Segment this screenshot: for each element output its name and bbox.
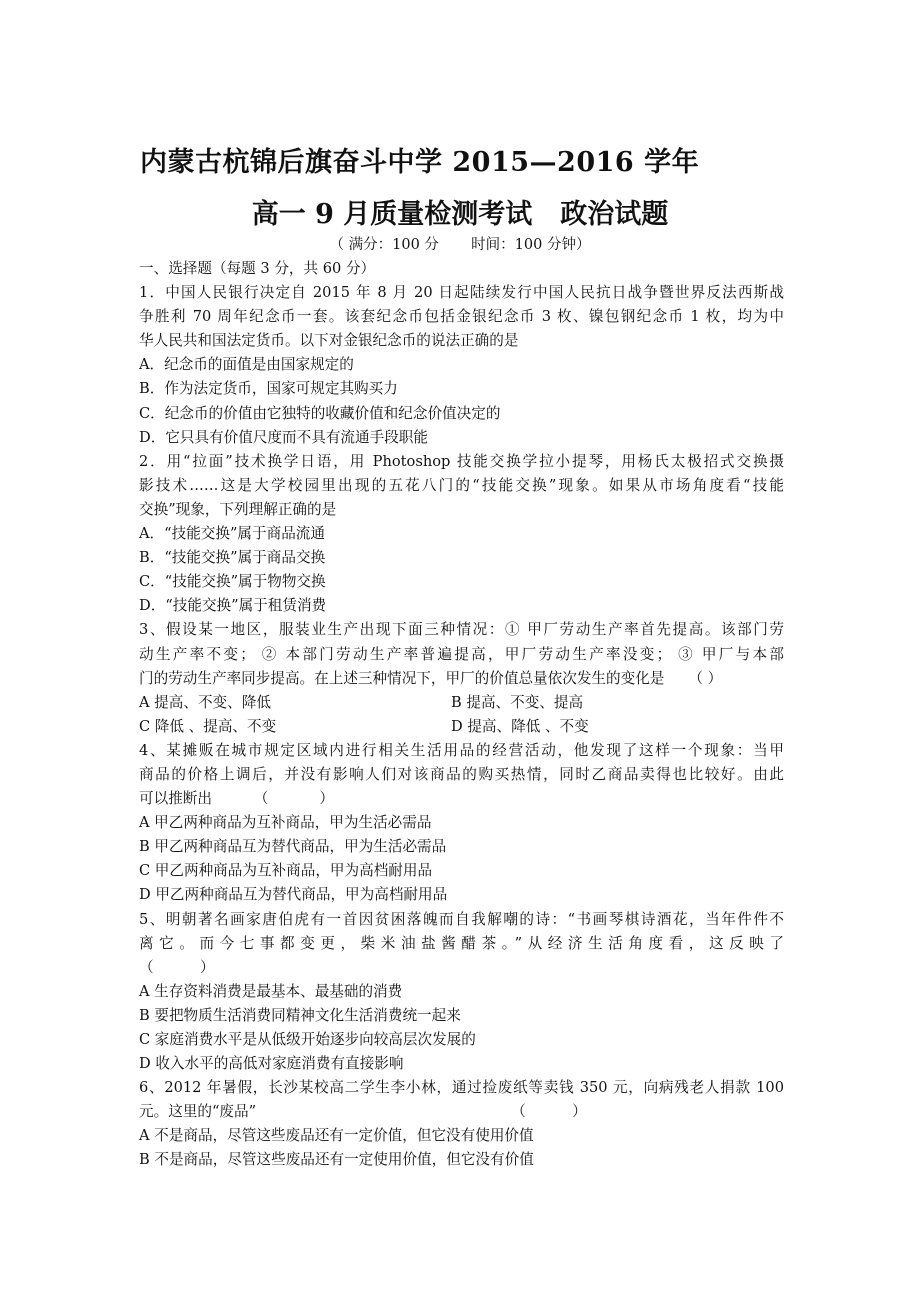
option-d: D 甲乙两种商品互为替代商品，甲为高档耐用品 <box>139 886 448 904</box>
question-4 <box>139 739 784 908</box>
option-c: C 甲乙两种商品为互补商品，甲为高档耐用品 <box>139 862 433 880</box>
option-a: A 甲乙两种商品为互补商品，甲为生活必需品 <box>139 814 432 832</box>
question-stem-line: 商品的价格上调后，并没有影响人们对该商品的购买热情，同时乙商品卖得也比较好。由此 <box>139 765 784 783</box>
option-a: A 生存资料消费是最基本、最基础的消费 <box>139 982 403 1000</box>
option-a: A 提高、不变、降低 <box>139 693 271 711</box>
exam-title-line2 <box>0 192 920 231</box>
answer-paren: （ ） <box>688 669 723 687</box>
exam-title-grade: 高一 9 月质量检测考试 <box>251 199 533 230</box>
exam-body <box>139 257 784 1173</box>
exam-title-subject: 政治试题 <box>560 199 669 230</box>
option-b: B．“技能交换”属于商品交换 <box>139 549 326 567</box>
option-c: C 降低 、提高、不变 <box>139 717 277 735</box>
question-stem-text: 门的劳动生产率同步提高。在上述三种情况下，甲厂的价值总量依次发生的变化是 <box>139 669 665 687</box>
option-a: A．纪念币的面值是由国家规定的 <box>139 356 354 374</box>
option-row <box>139 691 784 715</box>
option-d: D 收入水平的高低对家庭消费有直接影响 <box>139 1055 404 1073</box>
question-stem-line: 2．用“拉面”技术换学日语，用 Photoshop 技能交换学拉小提琴，用杨氏太极招式交换摄 <box>139 452 784 470</box>
exam-title-line1: 内蒙古杭锦后旗奋斗中学 2015—2016 学年 <box>140 147 700 178</box>
option-c: C．纪念币的价值由它独特的收藏价值和纪念价值决定的 <box>139 404 501 422</box>
option-a: A．“技能交换”属于商品流通 <box>139 525 325 543</box>
section-heading: 一、选择题（每题 3 分，共 60 分） <box>139 260 376 277</box>
exam-info: （ 满分：100 分 时间：100 分钟） <box>329 237 591 253</box>
question-stem-line-with-paren <box>139 1100 784 1124</box>
question-1 <box>139 281 784 450</box>
question-stem-line: 4、某摊贩在城市规定区域内进行相关生活用品的经营活动，他发现了这样一个现象：当甲 <box>139 741 784 759</box>
question-2 <box>139 450 784 619</box>
answer-paren: （ ） <box>511 1103 587 1121</box>
option-d: D．“技能交换”属于租赁消费 <box>139 597 327 615</box>
option-d: D 提高、降低 、不变 <box>451 717 589 735</box>
option-d: D．它只具有价值尺度而不具有流通手段职能 <box>139 428 428 446</box>
answer-paren: （ ） <box>139 958 215 976</box>
question-stem-line: 可以推断出 （ ） <box>139 790 334 808</box>
option-b: B 不是商品，尽管这些废品还有一定使用价值，但它没有价值 <box>139 1151 534 1169</box>
question-stem-line: 争胜利 70 周年纪念币一套。该套纪念币包括金银纪念币 3 枚、镍包钢纪念币 1 枚，均为中 <box>139 308 784 326</box>
question-stem-line: 交换”现象，下列理解正确的是 <box>139 500 337 518</box>
option-a: A 不是商品，尽管这些废品还有一定价值，但它没有使用价值 <box>139 1127 534 1145</box>
question-stem-line: 华人民共和国法定货币。以下对金银纪念币的说法正确的是 <box>139 332 519 350</box>
question-stem-line: 1．中国人民银行决定自 2015 年 8 月 20 日起陆续发行中国人民抗日战争暨世界反法西斯战 <box>139 284 784 302</box>
question-stem-line: 动生产率不变； ② 本部门劳动生产率普遍提高，甲厂劳动生产率没变； ③ 甲厂与本部 <box>139 645 784 663</box>
question-3 <box>139 618 784 738</box>
option-c: C．“技能交换”属于物物交换 <box>139 573 326 591</box>
question-stem-line: 6、2012 年暑假，长沙某校高二学生李小林，通过捡废纸等卖钱 350 元，向病残老人捐款 100 <box>139 1079 784 1097</box>
option-row <box>139 715 784 739</box>
question-stem-line: 5、明朝著名画家唐伯虎有一首因贫困落魄而自我解嘲的诗：“书画琴棋诗酒花，当年件件不 <box>139 910 784 928</box>
option-b: B 提高、不变、提高 <box>451 693 584 711</box>
question-stem-line-with-paren <box>139 667 784 691</box>
option-b: B 甲乙两种商品互为替代商品，甲为生活必需品 <box>139 838 447 856</box>
question-stem-line: 3、假设某一地区，服装业生产出现下面三种情况：① 甲厂劳动生产率首先提高。该部门劳 <box>139 621 784 639</box>
question-5 <box>139 908 784 1077</box>
option-b: B 要把物质生活消费同精神文化生活消费统一起来 <box>139 1006 461 1024</box>
option-c: C 家庭消费水平是从低级开始逐步向较高层次发展的 <box>139 1031 476 1048</box>
question-stem-line: 离它。而今七事都变更，柴米油盐酱醋茶。”从经济生活角度看，这反映了 <box>139 934 784 952</box>
question-stem-line: 影技术……这是大学校园里出现的五花八门的“技能交换”现象。如果从市场角度看“技能 <box>139 476 784 494</box>
question-stem-text: 元。这里的“废品” <box>139 1103 257 1121</box>
option-b: B．作为法定货币，国家可规定其购买力 <box>139 380 398 398</box>
question-6 <box>139 1076 784 1172</box>
